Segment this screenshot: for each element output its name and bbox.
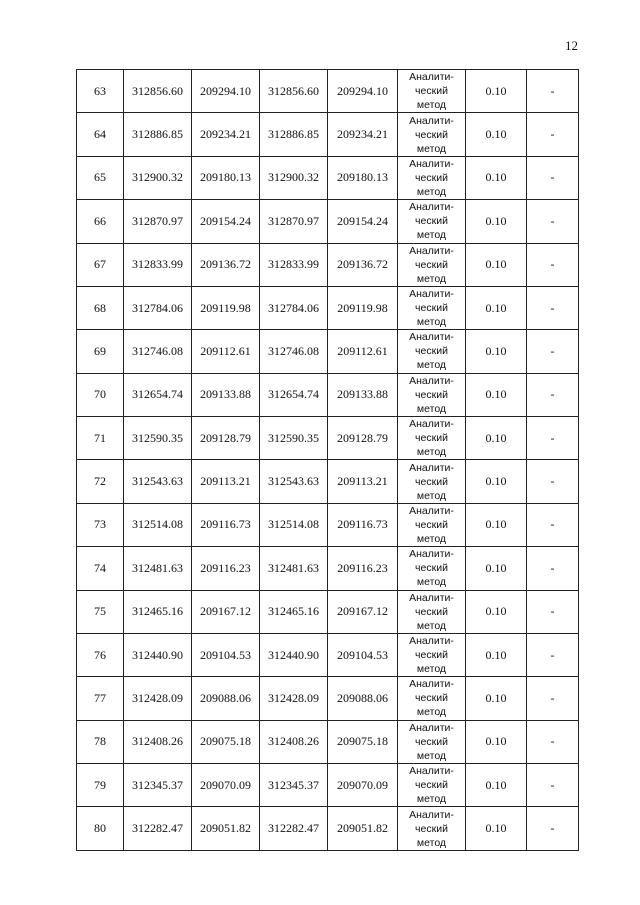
coord-x-cell: 312428.09 — [260, 677, 328, 720]
coord-y-cell: 209113.21 — [192, 460, 260, 503]
method-line: Аналити- — [409, 635, 454, 648]
coord-x-cell: 312746.08 — [260, 330, 328, 373]
method-line: метод — [416, 272, 447, 285]
coord-x-cell: 312282.47 — [124, 807, 192, 850]
coord-x-cell: 312514.08 — [260, 503, 328, 546]
method-line: Аналити- — [409, 374, 454, 387]
note-cell: - — [527, 547, 579, 590]
coord-x-cell: 312886.85 — [124, 113, 192, 156]
point-number: 77 — [77, 677, 124, 720]
coord-y-cell: 209051.82 — [328, 807, 398, 850]
coord-y-cell: 209119.98 — [192, 286, 260, 329]
accuracy-cell: 0.10 — [466, 460, 527, 503]
accuracy-cell: 0.10 — [466, 633, 527, 676]
method-line: метод — [416, 836, 447, 849]
coord-y-cell: 209113.21 — [328, 460, 398, 503]
table-row — [77, 200, 579, 243]
note-cell: - — [527, 764, 579, 807]
accuracy-cell: 0.10 — [466, 70, 527, 113]
page-number: 12 — [565, 38, 578, 53]
accuracy-cell: 0.10 — [466, 764, 527, 807]
coord-y-cell: 209116.73 — [328, 503, 398, 546]
coord-x-cell: 312833.99 — [260, 243, 328, 286]
method-line: метод — [416, 99, 447, 112]
coord-x-cell: 312833.99 — [124, 243, 192, 286]
method-cell — [398, 200, 466, 243]
accuracy-cell: 0.10 — [466, 590, 527, 633]
accuracy-cell: 0.10 — [466, 547, 527, 590]
method-line: ческий — [415, 128, 448, 141]
method-line: ческий — [415, 822, 448, 835]
coord-x-cell: 312590.35 — [124, 417, 192, 460]
coord-y-cell: 209112.61 — [328, 330, 398, 373]
table-row — [77, 417, 579, 460]
coord-x-cell: 312440.90 — [260, 633, 328, 676]
method-line: Аналити- — [409, 504, 454, 517]
coord-x-cell: 312282.47 — [260, 807, 328, 850]
method-line: Аналити- — [409, 244, 454, 257]
coord-x-cell: 312481.63 — [124, 547, 192, 590]
accuracy-cell: 0.10 — [466, 156, 527, 199]
table-row — [77, 547, 579, 590]
coord-y-cell: 209075.18 — [328, 720, 398, 763]
table-row — [77, 373, 579, 416]
note-cell: - — [527, 113, 579, 156]
note-cell: - — [527, 243, 579, 286]
table-row — [77, 113, 579, 156]
coord-y-cell: 209180.13 — [192, 156, 260, 199]
table-row — [77, 70, 579, 113]
coord-x-cell: 312543.63 — [260, 460, 328, 503]
point-number: 80 — [77, 807, 124, 850]
method-line: Аналити- — [409, 157, 454, 170]
coord-x-cell: 312784.06 — [260, 286, 328, 329]
coord-x-cell: 312428.09 — [124, 677, 192, 720]
method-line: метод — [416, 749, 447, 762]
method-line: Аналити- — [409, 418, 454, 431]
coord-y-cell: 209088.06 — [328, 677, 398, 720]
method-line: ческий — [415, 692, 448, 705]
coord-x-cell: 312900.32 — [124, 156, 192, 199]
coord-y-cell: 209167.12 — [328, 590, 398, 633]
coord-y-cell: 209051.82 — [192, 807, 260, 850]
method-line: ческий — [415, 215, 448, 228]
method-cell — [398, 156, 466, 199]
coordinates-table — [76, 69, 579, 851]
point-number: 65 — [77, 156, 124, 199]
note-cell: - — [527, 677, 579, 720]
method-line: ческий — [415, 779, 448, 792]
accuracy-cell: 0.10 — [466, 286, 527, 329]
accuracy-cell: 0.10 — [466, 330, 527, 373]
method-line: ческий — [415, 432, 448, 445]
point-number: 73 — [77, 503, 124, 546]
coord-y-cell: 209294.10 — [192, 70, 260, 113]
method-line: ческий — [415, 649, 448, 662]
coord-y-cell: 209070.09 — [328, 764, 398, 807]
table-row — [77, 807, 579, 850]
table-row — [77, 460, 579, 503]
method-cell — [398, 547, 466, 590]
note-cell: - — [527, 807, 579, 850]
table-row — [77, 720, 579, 763]
point-number: 71 — [77, 417, 124, 460]
table-row — [77, 243, 579, 286]
method-line: метод — [416, 532, 447, 545]
coord-x-cell: 312784.06 — [124, 286, 192, 329]
method-line: Аналити- — [409, 288, 454, 301]
coord-x-cell: 312870.97 — [124, 200, 192, 243]
table-row — [77, 677, 579, 720]
method-line: Аналити- — [409, 548, 454, 561]
coord-x-cell: 312543.63 — [124, 460, 192, 503]
coord-y-cell: 209119.98 — [328, 286, 398, 329]
method-cell — [398, 330, 466, 373]
method-line: ческий — [415, 345, 448, 358]
note-cell: - — [527, 70, 579, 113]
coord-x-cell: 312900.32 — [260, 156, 328, 199]
accuracy-cell: 0.10 — [466, 113, 527, 156]
coord-y-cell: 209075.18 — [192, 720, 260, 763]
point-number: 63 — [77, 70, 124, 113]
method-line: Аналити- — [409, 678, 454, 691]
accuracy-cell: 0.10 — [466, 200, 527, 243]
coord-x-cell: 312481.63 — [260, 547, 328, 590]
point-number: 68 — [77, 286, 124, 329]
coord-x-cell: 312870.97 — [260, 200, 328, 243]
coord-y-cell: 209294.10 — [328, 70, 398, 113]
method-line: Аналити- — [409, 461, 454, 474]
method-line: метод — [416, 489, 447, 502]
coord-y-cell: 209128.79 — [328, 417, 398, 460]
point-number: 72 — [77, 460, 124, 503]
coord-y-cell: 209128.79 — [192, 417, 260, 460]
method-cell — [398, 70, 466, 113]
coord-y-cell: 209116.73 — [192, 503, 260, 546]
point-number: 74 — [77, 547, 124, 590]
coord-y-cell: 209154.24 — [328, 200, 398, 243]
coord-x-cell: 312408.26 — [124, 720, 192, 763]
coord-y-cell: 209180.13 — [328, 156, 398, 199]
method-line: метод — [416, 446, 447, 459]
method-line: ческий — [415, 475, 448, 488]
coord-x-cell: 312590.35 — [260, 417, 328, 460]
method-line: метод — [416, 619, 447, 632]
table-row — [77, 286, 579, 329]
method-line: Аналити- — [409, 201, 454, 214]
coord-y-cell: 209234.21 — [192, 113, 260, 156]
coord-x-cell: 312514.08 — [124, 503, 192, 546]
accuracy-cell: 0.10 — [466, 373, 527, 416]
point-number: 76 — [77, 633, 124, 676]
method-line: Аналити- — [409, 765, 454, 778]
method-line: метод — [416, 663, 447, 676]
coord-y-cell: 209112.61 — [192, 330, 260, 373]
coord-x-cell: 312746.08 — [124, 330, 192, 373]
method-line: метод — [416, 229, 447, 242]
note-cell: - — [527, 720, 579, 763]
method-line: метод — [416, 576, 447, 589]
method-cell — [398, 503, 466, 546]
table-row — [77, 156, 579, 199]
coord-y-cell: 209088.06 — [192, 677, 260, 720]
method-line: метод — [416, 706, 447, 719]
method-cell — [398, 373, 466, 416]
method-cell — [398, 633, 466, 676]
coord-y-cell: 209104.53 — [328, 633, 398, 676]
accuracy-cell: 0.10 — [466, 807, 527, 850]
method-line: ческий — [415, 518, 448, 531]
point-number: 69 — [77, 330, 124, 373]
method-cell — [398, 807, 466, 850]
point-number: 64 — [77, 113, 124, 156]
method-line: Аналити- — [409, 591, 454, 604]
point-number: 79 — [77, 764, 124, 807]
method-line: Аналити- — [409, 721, 454, 734]
method-cell — [398, 243, 466, 286]
note-cell: - — [527, 590, 579, 633]
table-row — [77, 503, 579, 546]
method-line: Аналити- — [409, 114, 454, 127]
coord-y-cell: 209070.09 — [192, 764, 260, 807]
method-line: ческий — [415, 562, 448, 575]
coord-x-cell: 312886.85 — [260, 113, 328, 156]
table-row — [77, 590, 579, 633]
method-line: метод — [416, 142, 447, 155]
table-body — [77, 70, 579, 851]
note-cell: - — [527, 286, 579, 329]
method-line: ческий — [415, 85, 448, 98]
coord-y-cell: 209116.23 — [328, 547, 398, 590]
accuracy-cell: 0.10 — [466, 417, 527, 460]
table-row — [77, 633, 579, 676]
coord-y-cell: 209116.23 — [192, 547, 260, 590]
point-number: 67 — [77, 243, 124, 286]
note-cell: - — [527, 460, 579, 503]
point-number: 66 — [77, 200, 124, 243]
method-cell — [398, 764, 466, 807]
method-line: ческий — [415, 605, 448, 618]
method-line: метод — [416, 316, 447, 329]
method-cell — [398, 677, 466, 720]
method-cell — [398, 417, 466, 460]
coord-x-cell: 312440.90 — [124, 633, 192, 676]
method-line: Аналити- — [409, 71, 454, 84]
table-row — [77, 764, 579, 807]
note-cell: - — [527, 200, 579, 243]
coord-y-cell: 209133.88 — [328, 373, 398, 416]
coord-x-cell: 312654.74 — [260, 373, 328, 416]
note-cell: - — [527, 417, 579, 460]
coord-x-cell: 312465.16 — [260, 590, 328, 633]
coord-x-cell: 312345.37 — [260, 764, 328, 807]
coord-x-cell: 312856.60 — [260, 70, 328, 113]
coord-y-cell: 209167.12 — [192, 590, 260, 633]
method-line: Аналити- — [409, 331, 454, 344]
method-line: Аналити- — [409, 808, 454, 821]
coord-y-cell: 209154.24 — [192, 200, 260, 243]
method-line: ческий — [415, 258, 448, 271]
point-number: 78 — [77, 720, 124, 763]
coord-x-cell: 312408.26 — [260, 720, 328, 763]
coord-y-cell: 209136.72 — [192, 243, 260, 286]
coord-x-cell: 312856.60 — [124, 70, 192, 113]
coord-x-cell: 312345.37 — [124, 764, 192, 807]
accuracy-cell: 0.10 — [466, 503, 527, 546]
note-cell: - — [527, 633, 579, 676]
method-cell — [398, 286, 466, 329]
method-cell — [398, 460, 466, 503]
method-cell — [398, 590, 466, 633]
point-number: 70 — [77, 373, 124, 416]
method-line: метод — [416, 185, 447, 198]
coord-y-cell: 209133.88 — [192, 373, 260, 416]
method-line: ческий — [415, 171, 448, 184]
note-cell: - — [527, 503, 579, 546]
accuracy-cell: 0.10 — [466, 720, 527, 763]
note-cell: - — [527, 373, 579, 416]
method-line: метод — [416, 402, 447, 415]
note-cell: - — [527, 330, 579, 373]
accuracy-cell: 0.10 — [466, 677, 527, 720]
method-cell — [398, 720, 466, 763]
method-line: ческий — [415, 735, 448, 748]
coord-y-cell: 209136.72 — [328, 243, 398, 286]
accuracy-cell: 0.10 — [466, 243, 527, 286]
method-line: метод — [416, 359, 447, 372]
method-cell — [398, 113, 466, 156]
coord-y-cell: 209234.21 — [328, 113, 398, 156]
method-line: ческий — [415, 388, 448, 401]
point-number: 75 — [77, 590, 124, 633]
note-cell: - — [527, 156, 579, 199]
table-row — [77, 330, 579, 373]
method-line: метод — [416, 793, 447, 806]
coord-x-cell: 312465.16 — [124, 590, 192, 633]
coord-x-cell: 312654.74 — [124, 373, 192, 416]
method-line: ческий — [415, 302, 448, 315]
coord-y-cell: 209104.53 — [192, 633, 260, 676]
